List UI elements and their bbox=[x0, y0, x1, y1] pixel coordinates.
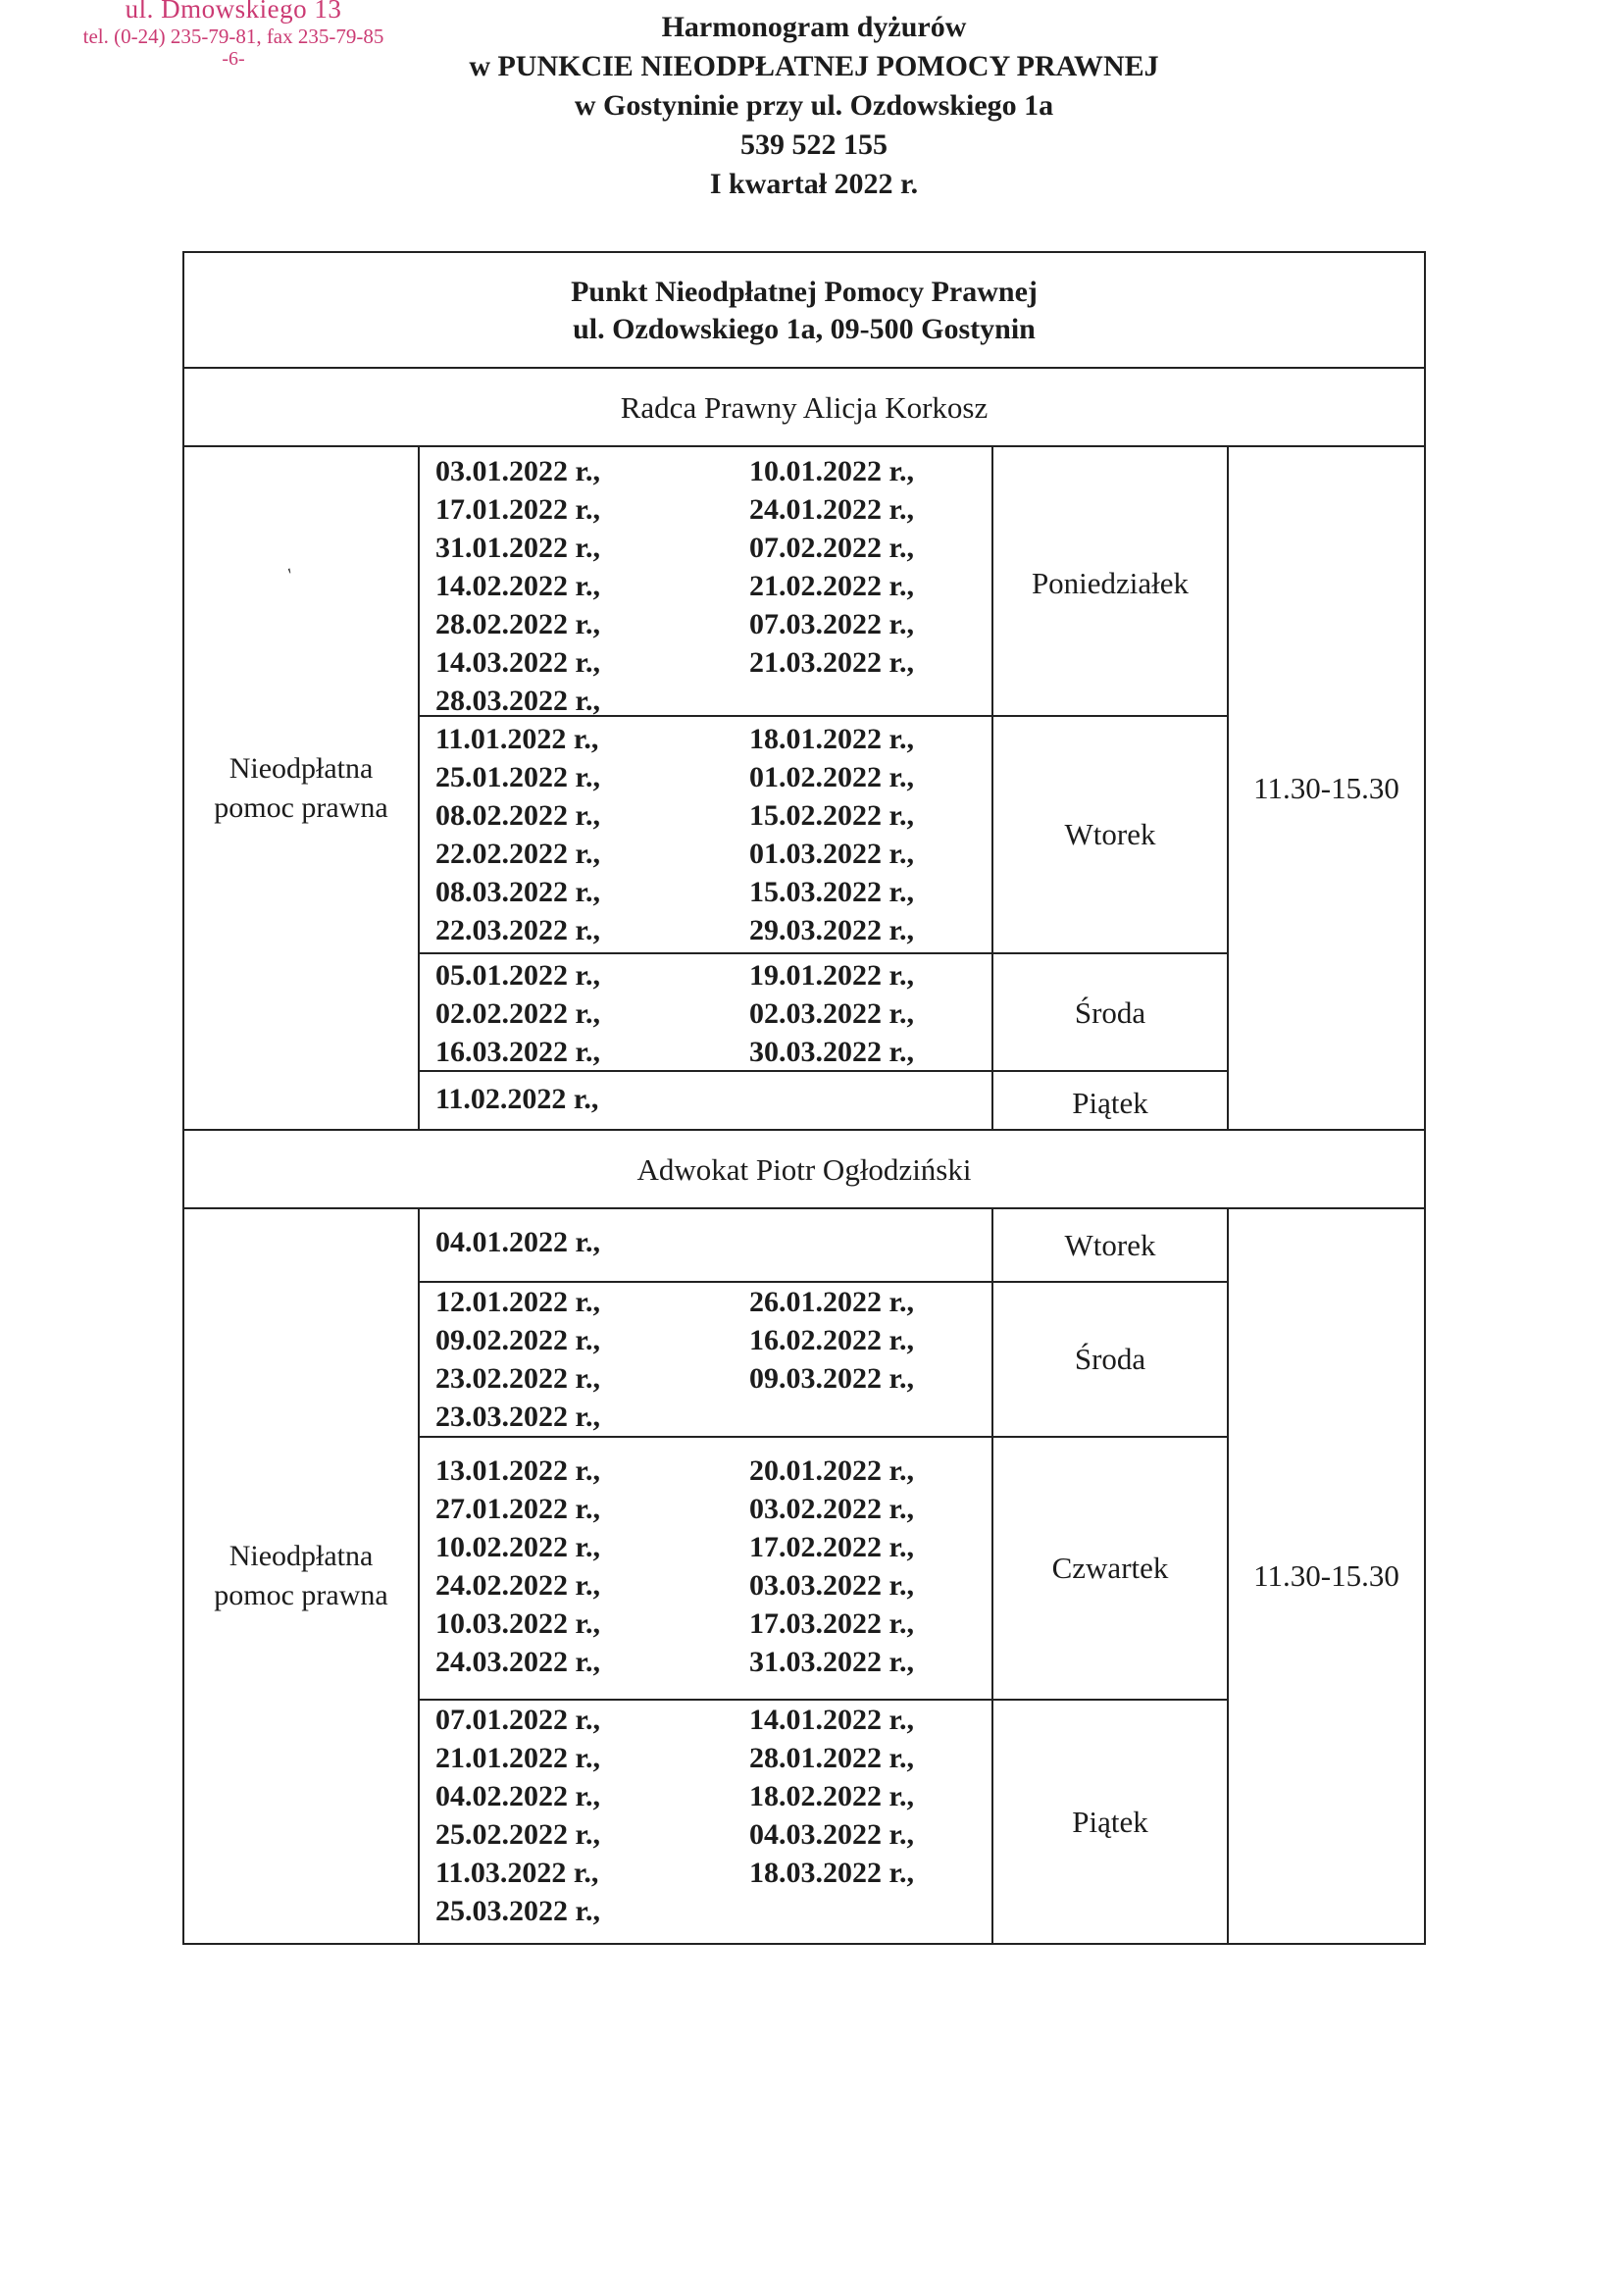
date-entry: 22.02.2022 r., bbox=[435, 838, 601, 870]
dates-cell bbox=[420, 447, 993, 720]
lawyer-header: Adwokat Piotr Ogłodziński bbox=[184, 1131, 1424, 1209]
date-entry: 17.03.2022 r., bbox=[749, 1607, 915, 1640]
lawyer-header: Radca Prawny Alicja Korkosz bbox=[184, 369, 1424, 447]
date-entry: 05.01.2022 r., bbox=[435, 959, 601, 992]
dates-right-column bbox=[749, 1452, 991, 1699]
date-entry: 10.02.2022 r., bbox=[435, 1531, 601, 1563]
date-entry: 07.03.2022 r., bbox=[749, 608, 915, 640]
date-entry: 04.03.2022 r., bbox=[749, 1818, 915, 1851]
date-entry: 25.01.2022 r., bbox=[435, 761, 601, 793]
date-entry: 20.01.2022 r., bbox=[749, 1454, 915, 1487]
date-entry: 24.02.2022 r., bbox=[435, 1569, 601, 1602]
date-entry: 30.03.2022 r., bbox=[749, 1036, 915, 1068]
date-entry: 14.01.2022 r., bbox=[749, 1704, 915, 1736]
dates-cell bbox=[420, 1072, 993, 1129]
date-entry: 03.03.2022 r., bbox=[749, 1569, 915, 1602]
date-entry: 25.03.2022 r., bbox=[435, 1895, 601, 1927]
date-entry: 10.03.2022 r., bbox=[435, 1607, 601, 1640]
day-groups bbox=[420, 1209, 1229, 1943]
date-entry: 14.03.2022 r., bbox=[435, 646, 601, 679]
date-entry: 07.01.2022 r., bbox=[435, 1704, 601, 1736]
day-group bbox=[420, 717, 1227, 954]
date-entry: 10.01.2022 r., bbox=[749, 455, 915, 487]
date-entry: 09.03.2022 r., bbox=[749, 1362, 915, 1395]
date-entry: 02.03.2022 r., bbox=[749, 997, 915, 1030]
weekday-label: Wtorek bbox=[1064, 817, 1156, 851]
date-entry: 15.03.2022 r., bbox=[749, 876, 915, 908]
dates-cell bbox=[420, 717, 993, 952]
dates-right-column bbox=[749, 452, 991, 720]
date-entry: 31.03.2022 r., bbox=[749, 1646, 915, 1678]
day-group bbox=[420, 1701, 1227, 1943]
date-entry: 07.02.2022 r., bbox=[749, 532, 915, 564]
date-entry: 21.01.2022 r., bbox=[435, 1742, 601, 1774]
weekday-label: Wtorek bbox=[1064, 1227, 1156, 1262]
service-line: Nieodpłatna bbox=[228, 1540, 374, 1572]
header-period: I kwartał 2022 r. bbox=[709, 168, 919, 200]
date-entry: 04.02.2022 r., bbox=[435, 1780, 601, 1812]
date-entry: 21.02.2022 r., bbox=[749, 570, 915, 602]
date-entry: 02.02.2022 r., bbox=[435, 997, 601, 1030]
dates-left-column bbox=[435, 452, 749, 720]
lawyer-schedule-block bbox=[184, 1209, 1424, 1943]
date-entry: 17.01.2022 r., bbox=[435, 493, 601, 526]
date-entry: 21.03.2022 r., bbox=[749, 646, 915, 679]
date-entry: 23.02.2022 r., bbox=[435, 1362, 601, 1395]
date-entry: 27.01.2022 r., bbox=[435, 1493, 601, 1525]
header-location: w Gostyninie przy ul. Ozdowskiego 1a bbox=[574, 89, 1054, 122]
weekday-label: Środa bbox=[1074, 1342, 1146, 1376]
weekday-label: Piątek bbox=[1072, 1804, 1148, 1839]
dates-cell bbox=[420, 1438, 993, 1699]
header-subtitle: w PUNKCIE NIEODPŁATNEJ POMOCY PRAWNEJ bbox=[469, 50, 1159, 82]
day-group bbox=[420, 954, 1227, 1072]
date-entry: 31.01.2022 r., bbox=[435, 532, 601, 564]
header-phone: 539 522 155 bbox=[740, 128, 888, 161]
service-type bbox=[184, 1209, 420, 1943]
weekday-label: Poniedziałek bbox=[1031, 566, 1190, 600]
date-entry: 25.02.2022 r., bbox=[435, 1818, 601, 1851]
date-entry: 11.01.2022 r., bbox=[435, 723, 599, 755]
date-entry: 13.01.2022 r., bbox=[435, 1454, 601, 1487]
weekday-label: Środa bbox=[1074, 994, 1146, 1030]
weekday-label: Piątek bbox=[1072, 1086, 1148, 1120]
date-entry: 04.01.2022 r., bbox=[435, 1226, 601, 1258]
dates-left-column bbox=[435, 1283, 749, 1436]
date-entry: 24.01.2022 r., bbox=[749, 493, 915, 526]
date-entry: 28.01.2022 r., bbox=[749, 1742, 915, 1774]
dates-left-column bbox=[435, 956, 749, 1071]
dates-cell bbox=[420, 1209, 993, 1281]
service-type bbox=[184, 447, 420, 1129]
date-entry: 01.03.2022 r., bbox=[749, 838, 915, 870]
dates-right-column bbox=[749, 720, 991, 952]
dates-left-column bbox=[435, 1080, 749, 1129]
date-entry: 09.02.2022 r., bbox=[435, 1324, 601, 1356]
hours-cell: 11.30-15.30 bbox=[1253, 771, 1399, 805]
day-group bbox=[420, 447, 1227, 717]
date-entry: 28.03.2022 r., bbox=[435, 685, 601, 717]
date-entry: 17.02.2022 r., bbox=[749, 1531, 915, 1563]
dates-right-column bbox=[749, 956, 991, 1071]
date-entry: 18.01.2022 r., bbox=[749, 723, 915, 755]
place-header bbox=[184, 253, 1424, 369]
service-line: pomoc prawna bbox=[214, 790, 388, 824]
schedule-table bbox=[182, 251, 1426, 1945]
dates-right-column bbox=[749, 1701, 991, 1943]
service-line: Nieodpłatna bbox=[228, 751, 374, 785]
date-entry: 29.03.2022 r., bbox=[749, 914, 915, 946]
date-entry: 01.02.2022 r., bbox=[749, 761, 915, 793]
place-address: ul. Ozdowskiego 1a, 09-500 Gostynin bbox=[573, 313, 1036, 345]
date-entry: 28.02.2022 r., bbox=[435, 608, 601, 640]
day-group bbox=[420, 1209, 1227, 1283]
date-entry: 15.02.2022 r., bbox=[749, 799, 915, 832]
day-group bbox=[420, 1283, 1227, 1438]
dates-right-column bbox=[749, 1080, 991, 1129]
date-entry: 22.03.2022 r., bbox=[435, 914, 601, 946]
dates-cell bbox=[420, 1283, 993, 1436]
lawyer-schedule-block bbox=[184, 447, 1424, 1131]
dates-cell bbox=[420, 954, 993, 1071]
day-groups bbox=[420, 447, 1229, 1129]
date-entry: 16.02.2022 r., bbox=[749, 1324, 915, 1356]
hours-cell: 11.30-15.30 bbox=[1253, 1558, 1399, 1593]
dates-left-column bbox=[435, 1701, 749, 1943]
date-entry: 14.02.2022 r., bbox=[435, 570, 601, 602]
stamp-phone: tel. (0-24) 235-79-81, fax 235-79-85 bbox=[82, 25, 384, 49]
date-entry: 12.01.2022 r., bbox=[435, 1286, 601, 1318]
date-entry: 18.02.2022 r., bbox=[749, 1780, 915, 1812]
day-group bbox=[420, 1438, 1227, 1701]
place-name: Punkt Nieodpłatnej Pomocy Prawnej bbox=[571, 276, 1038, 308]
date-entry: 11.02.2022 r., bbox=[435, 1083, 599, 1115]
date-entry: 24.03.2022 r., bbox=[435, 1646, 601, 1678]
weekday-label: Czwartek bbox=[1051, 1551, 1169, 1585]
office-stamp bbox=[47, 0, 420, 71]
document-header bbox=[373, 8, 1255, 204]
date-entry: 03.01.2022 r., bbox=[435, 455, 601, 487]
date-entry: 11.03.2022 r., bbox=[435, 1857, 599, 1889]
date-entry: 19.01.2022 r., bbox=[749, 959, 915, 992]
dates-left-column bbox=[435, 720, 749, 952]
date-entry: 03.02.2022 r., bbox=[749, 1493, 915, 1525]
date-entry: 23.03.2022 r., bbox=[435, 1401, 601, 1433]
date-entry: 08.03.2022 r., bbox=[435, 876, 601, 908]
date-entry: 08.02.2022 r., bbox=[435, 799, 601, 832]
dates-cell bbox=[420, 1701, 993, 1943]
dates-left-column bbox=[435, 1223, 749, 1281]
dates-left-column bbox=[435, 1452, 749, 1699]
service-line: pomoc prawna bbox=[214, 1579, 388, 1611]
date-entry: 16.03.2022 r., bbox=[435, 1036, 601, 1068]
stamp-address: ul. Dmowskiego 13 bbox=[125, 0, 342, 24]
date-entry: 26.01.2022 r., bbox=[749, 1286, 915, 1318]
header-title: Harmonogram dyżurów bbox=[661, 11, 967, 43]
dates-right-column bbox=[749, 1223, 991, 1281]
stamp-number: -6- bbox=[222, 48, 245, 71]
day-group bbox=[420, 1072, 1227, 1129]
dates-right-column bbox=[749, 1283, 991, 1436]
pen-mark: ′ bbox=[284, 564, 300, 586]
date-entry: 18.03.2022 r., bbox=[749, 1857, 915, 1889]
